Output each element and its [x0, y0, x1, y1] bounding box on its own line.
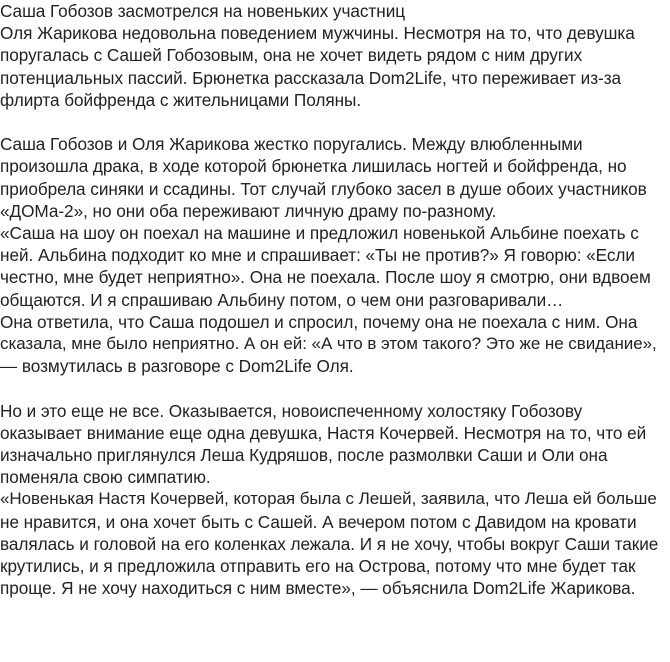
- article-title: Саша Гобозов засмотрелся на новеньких участниц: [0, 1, 406, 21]
- lead-paragraph: [0, 22, 662, 111]
- text-line: «Саша на шоу он поехал на машине и предложил новенькой Альбине поехать с: [0, 223, 639, 244]
- text-line: произошла драка, в ходе которой брюнетка лишилась ногтей и бойфренда, но: [0, 156, 627, 177]
- text-line: Она ответила, что Саша подошел и спросил, почему она не поехала с ним. Она: [0, 311, 638, 332]
- text-line: крутились, и я предложила отправить его на Острова, потому что мне будет так: [0, 556, 636, 577]
- text-line: «ДОМа-2», но они оба переживают личную драму по-разному.: [0, 200, 497, 221]
- text-line: Но и это еще не все. Оказывается, новоиспеченному холостяку Гобозову: [0, 400, 583, 421]
- text-line: сказала, мне было неприятно. А он ей: «А что в этом такого? Это же не свидание»,: [0, 334, 657, 354]
- text-line: оказывает внимание еще одна девушка, Настя Кочервей. Несмотря на то, что ей: [0, 422, 647, 443]
- text-line: изначально приглянулся Леша Кудряшов, после размолвки Саши и Оли она: [0, 445, 608, 466]
- paragraph-fight: [0, 133, 662, 222]
- text-line: Саша Гобозов и Оля Жарикова жестко поругались. Между влюбленными: [0, 134, 583, 155]
- text-line: — возмутилась в разговоре с Dom2Life Оля.: [0, 356, 354, 377]
- text-line: поругалась с Сашей Гобозовым, она не хочет видеть рядом с ним других: [0, 45, 583, 66]
- text-line: честно, мне будет неприятно». Она не поехала. После шоу я смотрю, они вдвоем: [0, 267, 651, 288]
- text-line: потенциальных пассий. Брюнетка рассказала Dom2Life, что переживает из-за: [0, 67, 622, 88]
- text-line: общаются. И я спрашиваю Альбину потом, о чем они разговаривали…: [0, 289, 564, 310]
- text-line: флирта бойфренда с жительницами Поляны.: [0, 89, 362, 110]
- quote-zharikova: [0, 488, 662, 599]
- text-line: приобрела синяки и ссадины. Тот случай глубоко засел в душе обоих участников: [0, 178, 647, 199]
- text-line: Оля Жарикова недовольна поведением мужчины. Несмотря на то, что девушка: [0, 23, 635, 44]
- text-line: поменяла свою симпатию.: [0, 467, 211, 488]
- paragraph-gap: [0, 377, 662, 399]
- text-line: ней. Альбина подходит ко мне и спрашивает: «Ты не против?» Я говорю: «Если: [0, 245, 635, 266]
- text-line: валялась и головой на его коленках лежала. И я не хочу, чтобы вокруг Саши такие: [0, 533, 659, 554]
- quote-albina-continued: [0, 311, 662, 378]
- text-line: «Новенькая Настя Кочервей, которая была с Лешей, заявила, что Леша ей больше: [0, 489, 657, 509]
- text-line: проще. Я не хочу находиться с ним вместе», — объяснила Dom2Life Жарикова.: [0, 578, 636, 599]
- paragraph-gap: [0, 111, 662, 133]
- quote-albina: [0, 222, 662, 311]
- text-line: не нравится, и она хочет быть с Сашей. А вечером потом с Давидом на кровати: [0, 511, 637, 532]
- paragraph-nastya: [0, 400, 662, 489]
